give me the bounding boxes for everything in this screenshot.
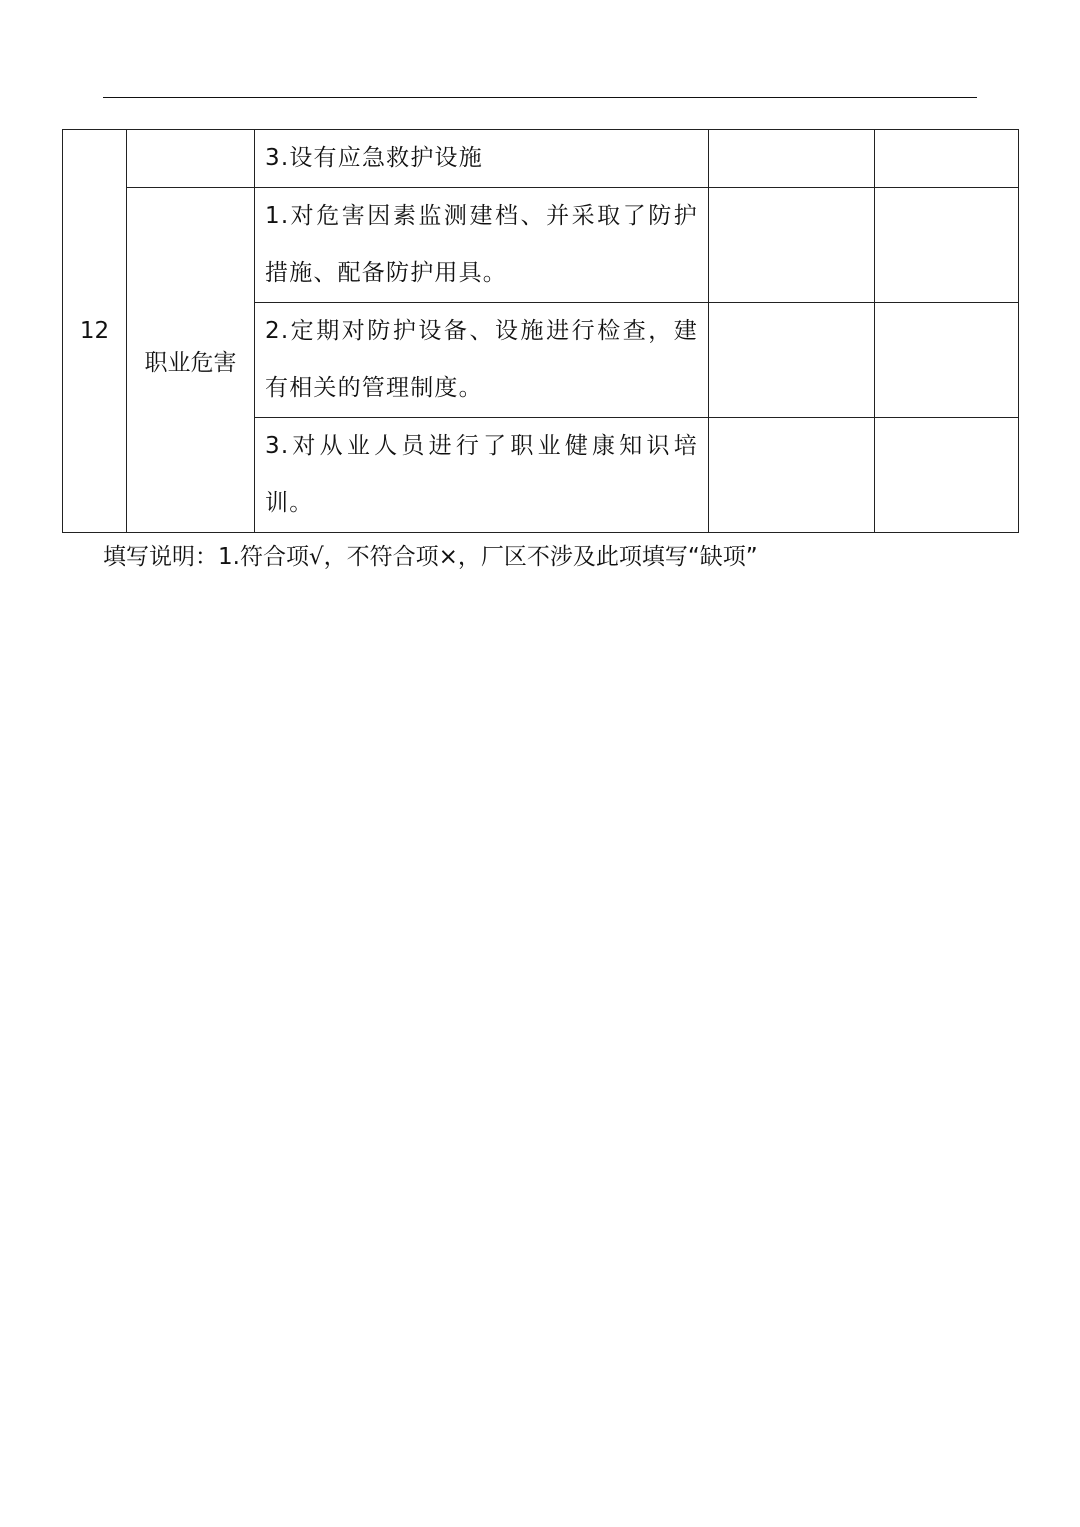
table-row	[63, 130, 1019, 188]
remark-cell	[875, 418, 1019, 533]
item-cell	[255, 303, 709, 418]
table-row	[63, 188, 1019, 303]
item-cell	[255, 418, 709, 533]
remark-cell	[875, 303, 1019, 418]
fill-instructions: 填写说明：1.符合项√，不符合项×，厂区不涉及此项填写“缺项”	[103, 544, 758, 570]
result-cell	[709, 188, 875, 303]
result-cell	[709, 130, 875, 188]
item-text: 2.定期对防护设备、设施进行检查，建有相关的管理制度。	[265, 318, 698, 401]
category-label: 职业危害	[144, 349, 237, 376]
item-cell	[255, 188, 709, 303]
result-cell	[709, 418, 875, 533]
item-cell	[255, 130, 709, 188]
category-cell-empty	[127, 130, 255, 188]
header-rule	[103, 97, 977, 98]
remark-cell	[875, 130, 1019, 188]
inspection-table	[62, 129, 1019, 533]
item-text: 1.对危害因素监测建档、并采取了防护措施、配备防护用具。	[265, 203, 698, 286]
category-cell	[127, 188, 255, 533]
item-text: 3.设有应急救护设施	[265, 145, 483, 171]
row-number: 12	[79, 318, 110, 344]
remark-cell	[875, 188, 1019, 303]
row-number-cell	[63, 130, 127, 533]
item-text: 3.对从业人员进行了职业健康知识培训。	[265, 433, 698, 516]
result-cell	[709, 303, 875, 418]
